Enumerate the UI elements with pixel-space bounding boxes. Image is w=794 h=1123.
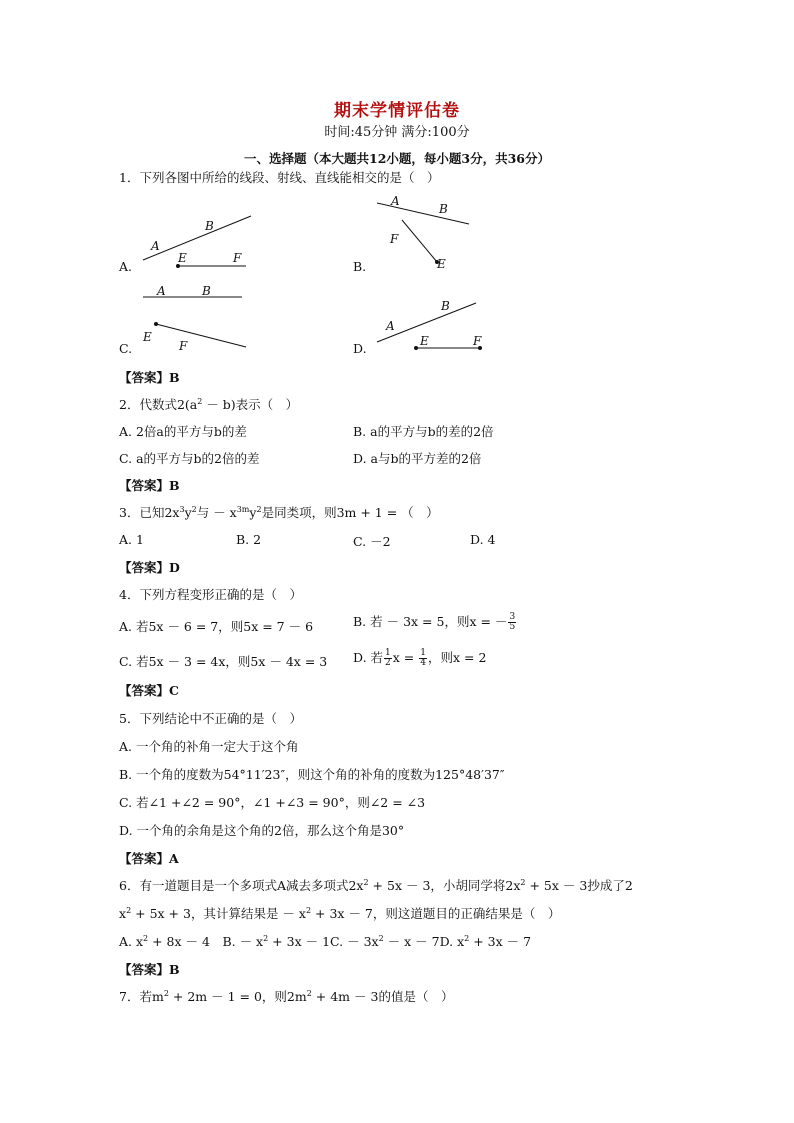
q3-option-d: D. 4 <box>470 532 496 547</box>
fig-b-label-b: B <box>439 202 448 216</box>
q1-answer: 【答案】B <box>119 370 180 385</box>
q6-stem-line1: 6．有一道题目是一个多项式A减去多项式$2x^2 + 5x - 3$，小胡同学将$2x^2 + 5x - 3$抄成了2 <box>119 877 633 893</box>
q5-answer: 【答案】A <box>119 851 179 866</box>
q2-stem: 2．代数式$2(a^2 - b)$表示（ ） <box>119 396 299 412</box>
fig-c-label-a: A <box>157 284 166 298</box>
page-title: 期末学情评估卷 <box>334 101 460 121</box>
q3-stem: 3．已知$2x^3y^2$与 － $x^{3m}y^2$是同类项，则3m + 1 = （ ） <box>119 504 439 520</box>
q3-answer: 【答案】D <box>119 560 180 575</box>
fig-d-label-b: B <box>441 299 450 313</box>
q3-option-b: B. 2 <box>236 532 262 547</box>
q3-option-c: C. －2 <box>353 534 391 549</box>
q1-option-b-label: B. <box>353 259 367 274</box>
fig-d-label-f: F <box>473 334 482 348</box>
q6-stem-line2: $x^2 + 5x + 3$，其计算结果是 － $x^2 + 3x - 7$，则这道题目的正确结果是（ ） <box>119 905 561 921</box>
fig-c-label-f: F <box>179 339 188 353</box>
fig-d-label-e: E <box>420 334 429 348</box>
fig-a-label-f: F <box>233 251 242 265</box>
q1-option-d-label: D. <box>353 341 367 356</box>
q1-figure-a <box>138 210 258 279</box>
q4-option-c: C. 若5x － 3 = 4x，则5x － 4x = 3 <box>119 654 328 669</box>
q2-option-a: A. 2倍a的平方与b的差 <box>119 424 247 439</box>
fig-d-label-a: A <box>386 319 395 333</box>
q1-option-c-label: C. <box>119 341 133 356</box>
fig-c-label-e: E <box>143 330 152 344</box>
q1-figure-c <box>138 280 253 359</box>
q1-stem: 1．下列各图中所给的线段、射线、直线能相交的是（ ） <box>119 170 440 185</box>
fig-b-label-f: F <box>390 232 399 246</box>
fig-a-label-a: A <box>151 239 160 253</box>
q6-answer: 【答案】B <box>119 962 180 977</box>
q5-option-b: B. 一个角的度数为54°11′23″，则这个角的补角的度数为125°48′37″ <box>119 767 505 782</box>
q2-option-d: D. a与b的平方差的2倍 <box>353 451 482 466</box>
q1-figure-d <box>372 295 482 359</box>
q2-option-c: C. a的平方与b的2倍的差 <box>119 451 260 466</box>
fig-b-label-e: E <box>437 257 446 271</box>
fig-b-label-a: A <box>391 194 400 208</box>
q4-answer: 【答案】C <box>119 683 179 698</box>
q6-options: A. $x^2 + 8x - 4$ B. － $x^2 + 3x - 1C$. － $3x^2 - x - 7D$. $x^2 + 3x - 7$ <box>119 933 532 949</box>
q4-option-d: D. 若 $\frac{1}{2}$ x = $\frac{1}{4}$ ，则x = 2 <box>353 648 487 668</box>
q1-figure-b <box>372 192 482 276</box>
q2-option-b: B. a的平方与b的差的2倍 <box>353 424 494 439</box>
q4-option-b: B. 若 － 3x = 5，则x = － $\frac{3}{5}$ <box>353 612 516 632</box>
q5-stem: 5．下列结论中不正确的是（ ） <box>119 711 302 726</box>
section-heading: 一、选择题（本大题共12小题，每小题3分，共36分） <box>244 151 550 166</box>
fig-a-label-b: B <box>205 219 214 233</box>
q5-option-a: A. 一个角的补角一定大于这个角 <box>119 739 299 754</box>
fig-c-label-b: B <box>202 284 211 298</box>
fig-a-label-e: E <box>178 251 187 265</box>
q3-option-a: A. 1 <box>119 532 144 547</box>
q7-stem: 7．若$m^2 + 2m - 1 = 0$，则$2m^2 + 4m - 3$的值是（ ） <box>119 988 454 1004</box>
q2-answer: 【答案】B <box>119 478 180 493</box>
q4-stem: 4．下列方程变形正确的是（ ） <box>119 587 302 602</box>
q1-option-a-label: A. <box>119 259 133 274</box>
q5-option-c: C. 若∠1 +∠2 = 90°，∠1 +∠3 = 90°，则∠2 = ∠3 <box>119 795 426 810</box>
q4-option-a: A. 若5x － 6 = 7，则5x = 7 － 6 <box>119 619 314 634</box>
exam-info: 时间:45分钟 满分:100分 <box>324 125 470 140</box>
q5-option-d: D. 一个角的余角是这个角的2倍，那么这个角是30° <box>119 823 405 838</box>
